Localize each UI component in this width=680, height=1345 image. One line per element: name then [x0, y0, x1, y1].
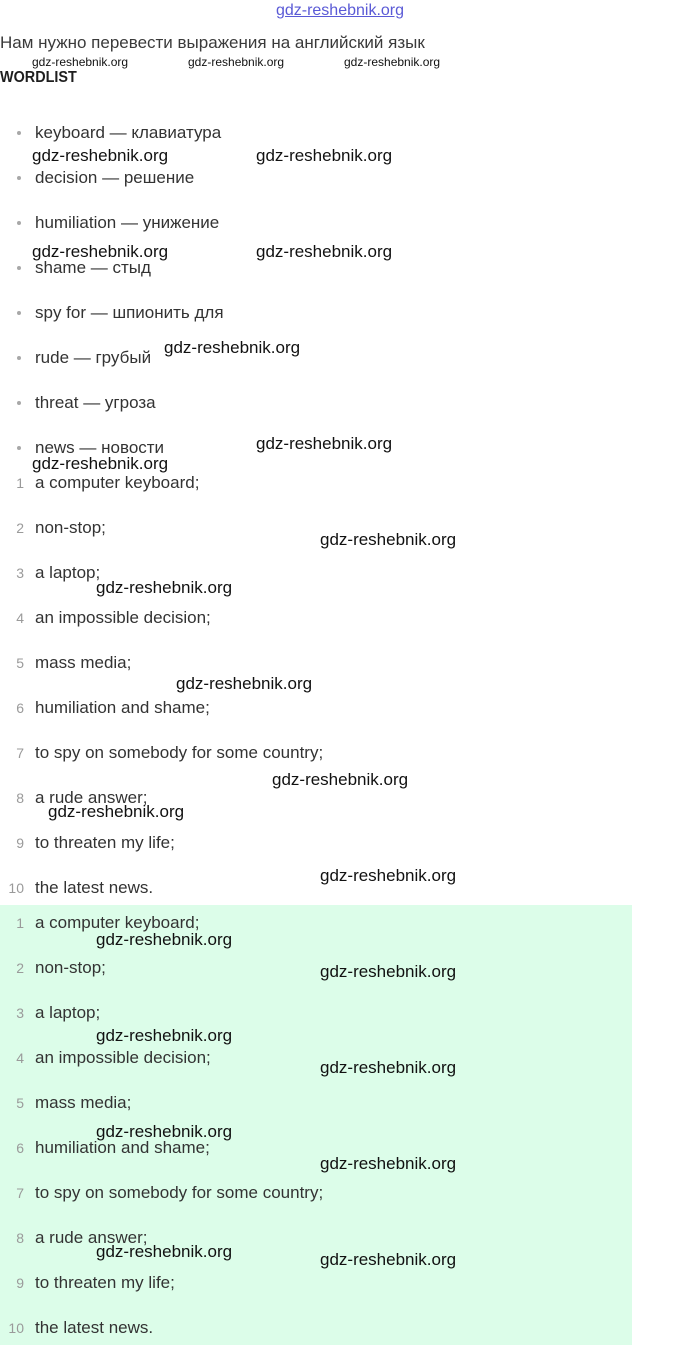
wordlist-item: rude — грубый — [35, 348, 152, 367]
watermark-text: gdz-reshebnik.org — [256, 146, 393, 165]
item-number: 9 — [16, 835, 24, 851]
answer-item: mass media; — [35, 1093, 132, 1112]
item-number: 2 — [16, 960, 24, 976]
task-item: a rude answer; — [35, 788, 148, 807]
watermark-text: gdz-reshebnik.org — [320, 962, 457, 981]
item-number: 6 — [16, 700, 24, 716]
item-number: 1 — [16, 475, 24, 491]
watermark-text: gdz-reshebnik.org — [256, 242, 393, 261]
watermark-text: gdz-reshebnik.org — [320, 1058, 457, 1077]
wordlist-item: news — новости — [35, 438, 165, 457]
watermark-text: gdz-reshebnik.org — [320, 1154, 457, 1173]
answer-item: humiliation and shame; — [35, 1138, 210, 1157]
item-number: 5 — [16, 655, 24, 671]
answer-item: a laptop; — [35, 1003, 101, 1022]
task-item: non-stop; — [35, 518, 106, 537]
item-number: 5 — [16, 1095, 24, 1111]
watermark-text: gdz-reshebnik.org — [96, 1242, 233, 1261]
wordlist-item: decision — решение — [35, 168, 195, 187]
watermark-text: gdz-reshebnik.org — [320, 866, 457, 885]
wordlist-item: spy for — шпионить для — [35, 303, 224, 322]
item-number: 7 — [16, 1185, 24, 1201]
task-item: a laptop; — [35, 563, 101, 582]
task-item: an impossible decision; — [35, 608, 211, 627]
item-number: 8 — [16, 790, 24, 806]
watermark-text: gdz-reshebnik.org — [32, 242, 169, 261]
wordlist-heading: WORDLIST — [0, 69, 77, 86]
item-number: 9 — [16, 1275, 24, 1291]
item-number: 3 — [16, 1005, 24, 1021]
watermark-text: gdz-reshebnik.org — [256, 434, 393, 453]
wordlist-item: shame — стыд — [35, 258, 151, 277]
item-number: 3 — [16, 565, 24, 581]
answer-item: an impossible decision; — [35, 1048, 211, 1067]
task-item: to spy on somebody for some country; — [35, 743, 324, 762]
bullet-icon — [17, 266, 21, 270]
item-number: 8 — [16, 1230, 24, 1246]
watermark-text: gdz-reshebnik.org — [96, 578, 233, 597]
watermark-text: gdz-reshebnik.org — [320, 1250, 457, 1269]
answer-item: a rude answer; — [35, 1228, 148, 1247]
task-item: humiliation and shame; — [35, 698, 210, 717]
answer-item: non-stop; — [35, 958, 106, 977]
task-item: mass media; — [35, 653, 132, 672]
small-watermark: gdz-reshebnik.org — [32, 55, 129, 69]
answer-item: a computer keyboard; — [35, 913, 200, 932]
bullet-icon — [17, 446, 21, 450]
bullet-icon — [17, 131, 21, 135]
watermark-text: gdz-reshebnik.org — [164, 338, 301, 357]
watermark-text: gdz-reshebnik.org — [48, 802, 185, 821]
small-watermark: gdz-reshebnik.org — [188, 55, 285, 69]
watermark-text: gdz-reshebnik.org — [96, 1026, 233, 1045]
answer-item: the latest news. — [35, 1318, 154, 1337]
item-number: 7 — [16, 745, 24, 761]
item-number: 1 — [16, 915, 24, 931]
bullet-icon — [17, 221, 21, 225]
item-number: 6 — [16, 1140, 24, 1156]
watermark-text: gdz-reshebnik.org — [176, 674, 313, 693]
task-item: a computer keyboard; — [35, 473, 200, 492]
wordlist-item: humiliation — унижение — [35, 213, 220, 232]
header-watermark-link[interactable]: gdz-reshebnik.org — [275, 2, 405, 19]
watermark-text: gdz-reshebnik.org — [96, 930, 233, 949]
item-number: 2 — [16, 520, 24, 536]
answer-item: to spy on somebody for some country; — [35, 1183, 324, 1202]
watermark-text: gdz-reshebnik.org — [272, 770, 409, 789]
bullet-icon — [17, 401, 21, 405]
bullet-icon — [17, 176, 21, 180]
bullet-icon — [17, 356, 21, 360]
task-item: the latest news. — [35, 878, 154, 897]
watermark-text: gdz-reshebnik.org — [96, 1122, 233, 1141]
small-watermark: gdz-reshebnik.org — [344, 55, 441, 69]
task-item: to threaten my life; — [35, 833, 175, 852]
item-number: 4 — [16, 610, 24, 626]
task-title: Нам нужно перевести выражения на английский язык — [0, 33, 425, 52]
watermark-text: gdz-reshebnik.org — [320, 530, 457, 549]
item-number: 4 — [16, 1050, 24, 1066]
answer-item: to threaten my life; — [35, 1273, 175, 1292]
watermark-text: gdz-reshebnik.org — [32, 454, 169, 473]
wordlist-item: threat — угроза — [35, 393, 156, 412]
item-number: 10 — [8, 880, 24, 896]
wordlist-item: keyboard — клавиатура — [35, 123, 222, 142]
bullet-icon — [17, 311, 21, 315]
item-number: 10 — [8, 1320, 24, 1336]
watermark-text: gdz-reshebnik.org — [32, 146, 169, 165]
